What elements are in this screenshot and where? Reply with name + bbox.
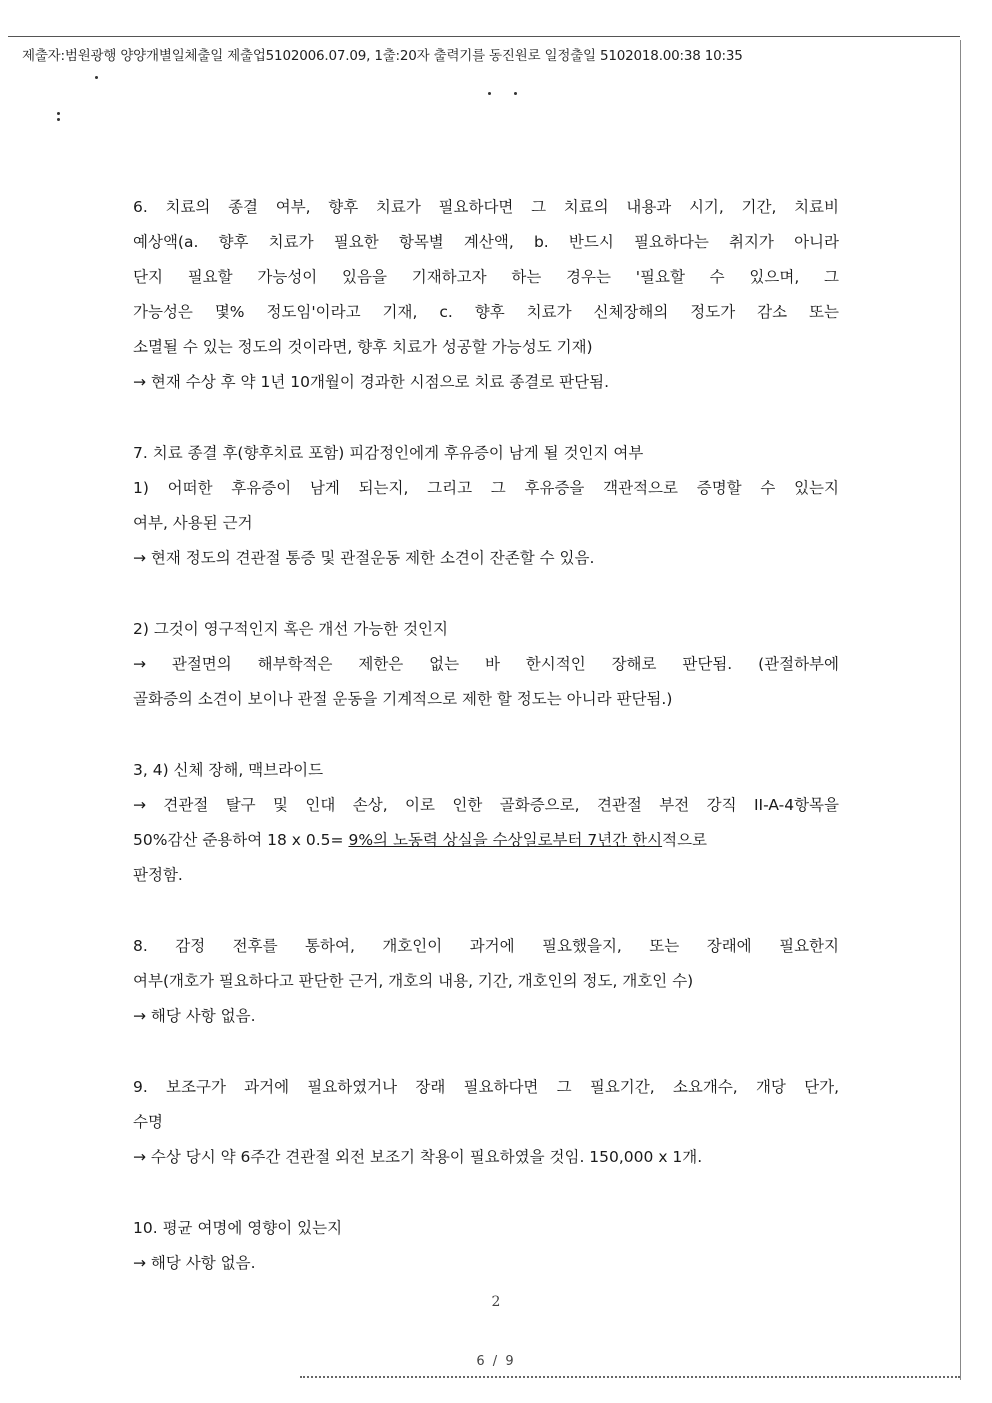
- question-line: 여부(개호가 필요하다고 판단한 근거, 개호의 내용, 기간, 개호인의 정도, 개호인 수): [133, 972, 694, 990]
- question-line: 예상액(a. 향후 치료가 필요한 항목별 계산액, b. 반드시 필요하다는 취지가 아니라: [133, 233, 839, 251]
- page-number: 2: [491, 1294, 501, 1310]
- scan-speck: [514, 92, 517, 95]
- document-body: [133, 197, 839, 1288]
- question-line: 소멸될 수 있는 정도의 것이라면, 향후 치료가 성공할 가능성도 기재): [133, 338, 593, 356]
- answer-text: 적으로: [662, 831, 708, 849]
- scan-speck: [488, 92, 491, 95]
- fax-page-counter: 6 / 9: [476, 1354, 516, 1369]
- answer-line: → 견관절 탈구 및 인대 손상, 이로 인한 골화증으로, 견관절 부전 강직 II-A-4항목을: [133, 796, 839, 814]
- answer-line: → 관절면의 해부학적은 제한은 없는 바 한시적인 장해로 판단됨. (관절하부에: [133, 655, 839, 673]
- page-border-bottom: [300, 1376, 960, 1378]
- question-line: 2) 그것이 영구적인지 혹은 개선 가능한 것인지: [133, 620, 448, 638]
- fax-header-line: 제출자:범원광행 양양개별일체출일 제출업5102006.07.09, 1출:20자 출력기를 동진원로 일정출일 5102018.00:38 10:35: [22, 48, 743, 64]
- question-line: 9. 보조구가 과거에 필요하였거나 장래 필요하다면 그 필요기간, 소요개수, 개당 단가,: [133, 1078, 839, 1096]
- answer-line: 판정함.: [133, 866, 183, 884]
- section-6: [133, 197, 839, 407]
- scan-speck: [95, 76, 98, 79]
- answer-line: 골화증의 소견이 보이나 관절 운동을 기계적으로 제한 할 정도는 아니라 판단됨.): [133, 690, 673, 708]
- section-10: [133, 1218, 839, 1288]
- question-line: 8. 감정 전후를 통하여, 개호인이 과거에 필요했을지, 또는 장래에 필요한지: [133, 937, 839, 955]
- question-line: 가능성은 몇% 정도임'이라고 기재, c. 향후 치료가 신체장해의 정도가 감소 또는: [133, 303, 839, 321]
- scan-speck: [57, 118, 60, 121]
- section-title: 7. 치료 종결 후(향후치료 포함) 피감정인에게 후유증이 남게 될 것인지 여부: [133, 444, 644, 462]
- question-line: 단지 필요할 가능성이 있음을 기재하고자 하는 경우는 '필요할 수 있으며, 그: [133, 268, 839, 286]
- answer-line: → 해당 사항 없음.: [133, 1007, 256, 1025]
- question-line: 1) 어떠한 후유증이 남게 되는지, 그리고 그 후유증을 객관적으로 증명할 수 있는지: [133, 479, 839, 497]
- section-9: [133, 1077, 839, 1182]
- answer-line: → 현재 정도의 견관절 통증 및 관절운동 제한 소견이 잔존할 수 있음.: [133, 549, 595, 567]
- section-8: [133, 936, 839, 1041]
- question-line: 3, 4) 신체 장해, 맥브라이드: [133, 761, 324, 779]
- section-7: [133, 443, 839, 900]
- underlined-text: 9%의 노동력 상실을 수상일로부터 7년간 한시: [348, 831, 663, 849]
- question-line: 수명: [133, 1113, 163, 1131]
- answer-line: → 수상 당시 약 6주간 견관절 외전 보조기 착용이 필요하였을 것임. 150,000 x 1개.: [133, 1148, 703, 1166]
- page-border-top: [8, 36, 960, 37]
- answer-text: 50%감산 준용하여 18 x 0.5=: [133, 831, 349, 849]
- answer-line: → 해당 사항 없음.: [133, 1254, 256, 1272]
- question-line: 6. 치료의 종결 여부, 향후 치료가 필요하다면 그 치료의 내용과 시기, 기간, 치료비: [133, 198, 839, 216]
- answer-line: → 현재 수상 후 약 1년 10개월이 경과한 시점으로 치료 종결로 판단됨.: [133, 373, 610, 391]
- page-border-right: [960, 40, 961, 1380]
- scan-speck: [57, 112, 60, 115]
- question-line: 여부, 사용된 근거: [133, 514, 253, 532]
- question-line: 10. 평균 여명에 영향이 있는지: [133, 1219, 343, 1237]
- answer-line: [133, 830, 839, 865]
